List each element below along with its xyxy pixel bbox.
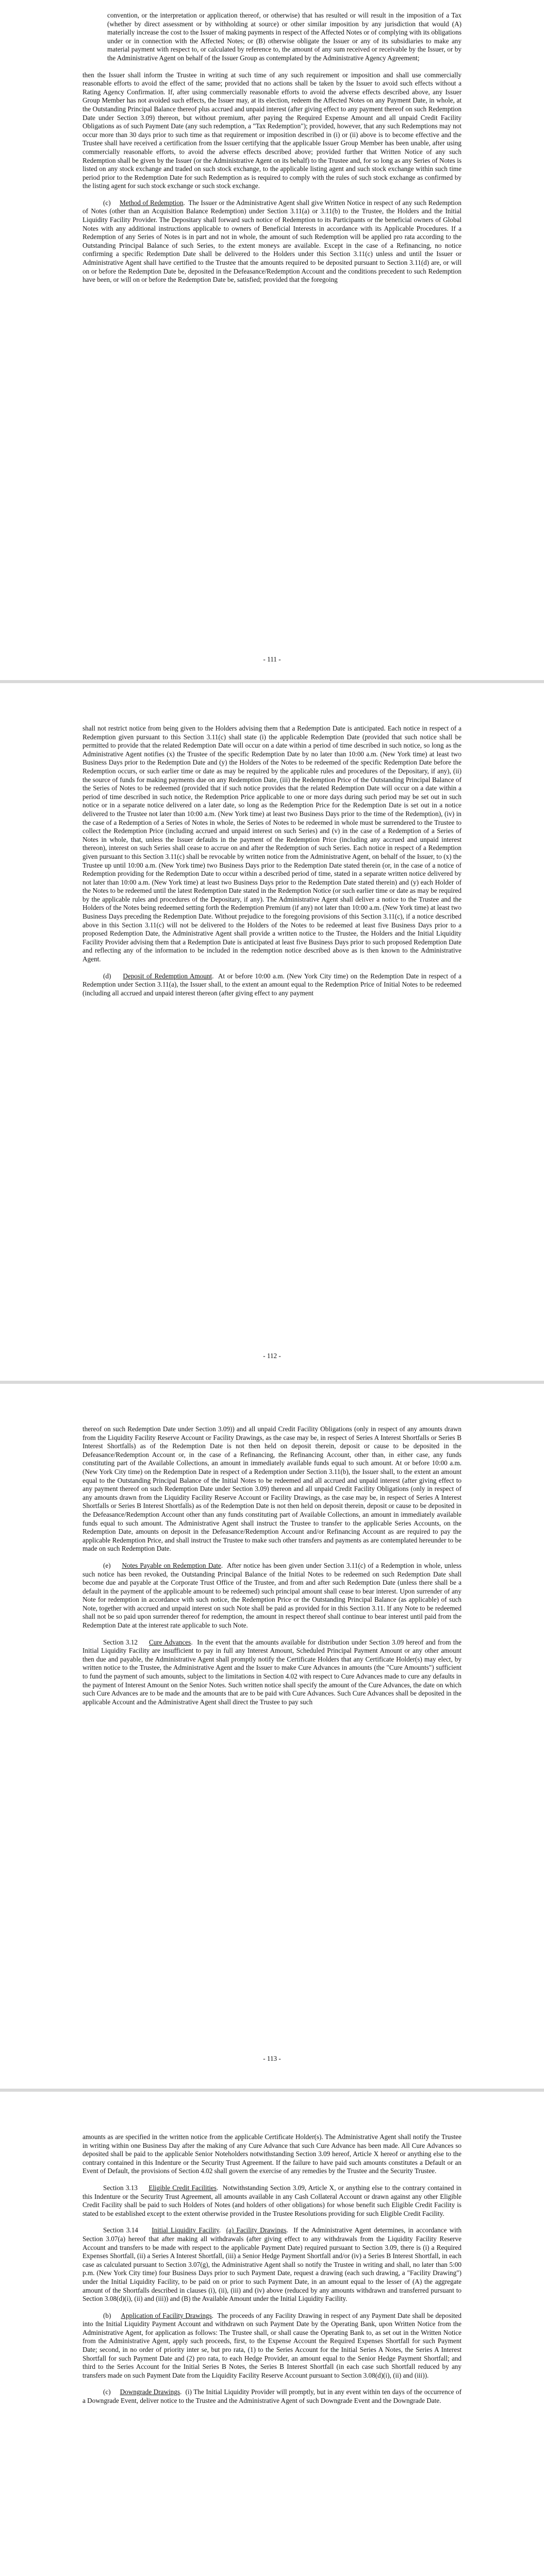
section-paragraph: (e) Notes Payable on Redemption Date. After notice has been given under Section 3.11(c) of a Redemption in whole, unless such notice has been revoked, the Outstanding Principal Balance of the Initial Notes to be redeemed on such Redemption Date shall become due and payable at the Corporate Trust Office of the Trustee, and from and after such Redemption Date (unless there shall be a default in the payment of the applicable amount to be redeemed) such principal amount shall cease to bear interest. Upon surrender of any Note for redemption in accordance with such notice, the Redemption Price or the Outstanding Principal Balance (as applicable) of such Note, together with accrued and unpaid interest on such Note shall be paid as provided for in this Section 3.11. If any Note to be redeemed shall not be so paid upon surrender thereof for redemption, the amount in respect thereof shall continue to bear interest until paid from the Redemption Date at the interest rate applicable to such Note. (83, 1561, 462, 1630)
section-paragraph: Section 3.13 Eligible Credit Facilities. Notwithstanding Section 3.09, Article X, or anything else to the contrary contained in this Indenture or the Security Trust Agreement, all amounts available in any Cash Collateral Account or drawn against any other Eligible Credit Facility shall be paid to such Holders of Notes (and holders of other obligations) for whose benefit such Eligible Credit Facility is stated to be established except to the extent otherwise provided in the Trustee Resolutions providing for such Eligible Credit Facility. (83, 2183, 462, 2217)
section-text: (i) The Initial Liquidity Provider will promptly, but in any event within ten days of the occurrence of a Downgrade Event, deliver notice to the Trustee and the Administrative Agent of such Downgrade Event and the Downgrade Date. (83, 2388, 462, 2405)
section-text: At or before 10:00 a.m. (New York City time) on the Redemption Date in respect of a Redemption under Section 3.11(a), the Issuer shall, to the extent an amount equal to the Redemption Price of Initial Notes to be redeemed (including all accrued and unpaid interest thereon (after giving effect to any payment (83, 972, 461, 997)
section-label: (e) (103, 1561, 111, 1569)
section-paragraph: (c) Downgrade Drawings. (i) The Initial Liquidity Provider will promptly, but in any event within ten days of the occurrence of a Downgrade Event, deliver notice to the Trustee and the Administrative Agent of such Downgrade Event and the Downgrade Date. (83, 2388, 462, 2405)
section-heading: Notes Payable on Redemption Date (122, 1561, 221, 1569)
section-heading: Method of Redemption (120, 198, 184, 207)
paragraph: thereof on such Redemption Date under Section 3.09)) and all unpaid Credit Facility Obligations (only in respect of any amounts drawn from the Liquidity Facility Reserve Account or Facility Drawings, as the case may be, in respect of Series A Interest Shortfalls or Series B Interest Shortfalls) as of the Redemption Date is not then held on deposit therein, deposit or cause to be deposited in the Defeasance/Redemption Account or, in the case of a Refinancing, the Refinancing Account, other than, in either case, any funds constituting part of the Available Collections, an amount in immediately available funds equal to such amount. At or before 10:00 a.m. (New York City time) on the Redemption Date in respect of a Redemption under Section 3.11(b), the Issuer shall, to the extent an amount equal to the Outstanding Principal Balance of the Initial Notes to be redeemed and all accrued and unpaid interest (after giving effect to any payment thereof on such Redemption Date under Section 3.09) thereon and all unpaid Credit Facility Obligations (only in respect of any amounts drawn from the Liquidity Facility Reserve Account or Facility Drawings, as the case may be, in respect of Series A Interest Shortfalls or Series B Interest Shortfalls) as of the Redemption Date is not then held on deposit therein, deposit or cause to be deposited in the Defeasance/Redemption Account other than any funds constituting part of Available Collections, an amount in immediately available funds equal to such amount. The Administrative Agent shall instruct the Trustee to transfer to the applicable Series Accounts, on the Redemption Date, amounts on deposit in the Defeasance/Redemption Account and/or Refinancing Account as are required to pay the applicable Redemption Price, and shall instruct the Trustee to make such other transfers and payments as are contemplated hereunder to be made on such Redemption Date. (83, 1425, 461, 1553)
page-body-2 (83, 724, 461, 1006)
section-text: The proceeds of any Facility Drawing in respect of any Payment Date shall be deposited into the Initial Liquidity Payment Account and withdrawn on such Payment Date by the Operating Bank, upon Written Notice from the Administrative Agent, for application as follows: The Trustee shall, or shall cause the Operating Bank to, as set out in the Written Notice from the Administrative Agent, apply such proceeds, first, to the Expense Account the Required Expenses Shortfall for such Payment Date; second, in no order of priority inter se, but pro rata, (1) to the Series Account for the Initial Series A Notes, the Series A Interest Shortfall for such Payment Date and (2) pro rata, to each Hedge Provider, an amount equal to the Senior Hedge Payment Shortfall; and third to the Series Account for the Initial Series B Notes, the Series B Interest Shortfall (in each case such Shortfall reduced by any transfers made on such Payment Date from the Liquidity Facility Reserve Account pursuant to Section 3.08(d)(i), (ii) and (iii)). (83, 2311, 462, 2379)
section-label: (c) (103, 2388, 111, 2396)
section-label: (d) (103, 972, 111, 980)
section-heading: Application of Facility Drawings (121, 2311, 212, 2319)
paragraph: shall not restrict notice from being given to the Holders advising them that a Redemption Date is anticipated. Each notice in respect of a Redemption given pursuant to this Section 3.11(c) shall state (i) the applicable Redemption Date (provided that such notice shall be permitted to provide that the related Redemption Date will occur on a date within a period of time described in such notice, so long as the Administrative Agent notifies (x) the Trustee of the specific Redemption Date by no later than 10:00 a.m. (New York time) at least two Business Days prior to the Redemption Date and (y) the Holders of the Notes to be redeemed of the specific Redemption Date before the Redemption occurs, or such earlier time or date as may be required by the applicable rules and procedures of the Depositary, if any), (ii) the source of funds for making payments due on any Redemption Date, (iii) the Redemption Price of the Outstanding Principal Balance of the Series of Notes to be redeemed (provided that if such notice provides that the related Redemption Date will occur on a date within a period of time described in such notice, the Redemption Price applicable to one or more days during such period may be set out in such notice or in a separate notice delivered on a later date, so long as the Redemption Price for the Redemption Date is set out in a notice delivered to the Trustee not later than 10:00 a.m. (New York time) at least two Business Days prior to the time of the Redemption), (iv) in the case of a Redemption of a Series of Notes in whole, the Series of Notes to be redeemed in whole must be surrendered to the Trustee to collect the Redemption Price (including accrued and unpaid interest on such Series) and (v) in the case of a Redemption of a Series of Notes in whole, that, unless the Issuer defaults in the payment of the Redemption Price (including any accrued and unpaid interest thereon), interest on such Series shall cease to accrue on and after the Redemption of such Series. Each notice in respect of a Redemption given pursuant to this Section 3.11(c) shall be revocable by written notice from the Administrative Agent, on behalf of the Issuer, to (x) the Trustee up until 10:00 a.m. (New York time) two Business Days prior to the Redemption Date stated therein (or, in the case of a notice of Redemption providing for the Redemption Date to occur within a described period of time, stated in a separate written notice delivered by not later than 10:00 a.m. (New York time) at least two Business Days prior to the Redemption Date stated therein) and (y) each Holder of the Notes to be redeemed until the latest Redemption Date stated in the Redemption Notice (or such earlier time or date as may be required by the applicable rules and procedures of the Depositary, if any). The Administrative Agent shall deliver a notice to the Trustee and the Holders of the Notes being redeemed setting forth the Redemption Premium (if any) not later than 10:00 a.m. (New York time) at least two Business Days preceding the Redemption Date. Without prejudice to the foregoing provisions of this Section 3.11(c), if a notice described above in this Section 3.11(c) will not be delivered to the Holders of the Notes to be redeemed at least five Business Days prior to a proposed Redemption Date, the Administrative Agent shall provide a written notice to the Trustee, the Holders and the Initial Liquidity Facility Provider advising them that a Redemption Date is anticipated at least five Business Days prior to such proposed Redemption Date and reflecting any of the information to be included in the redemption notice described above as is then known to the Administrative Agent. (83, 724, 461, 963)
paragraph: convention, or the interpretation or application thereof, or otherwise) that has resulted or will result in the imposition of a Tax (whether by direct assessment or by withholding at source) or other similar imposition by any jurisdiction that would (A) materially increase the cost to the Issuer of making payments in respect of the Affected Notes or of complying with its obligations under or in connection with the Affected Notes; or (B) otherwise obligate the Issuer or any of its subsidiaries to make any material payment with respect to, or calculated by reference to, the amount of any sum received or receivable by the Issuer, or by the Administrative Agent on behalf of the Issuer Group as contemplated by the Administrative Agency Agreement; (107, 11, 461, 62)
section-paragraph: (b) Application of Facility Drawings. The proceeds of any Facility Drawing in respect of any Payment Date shall be deposited into the Initial Liquidity Payment Account and withdrawn on such Payment Date by the Operating Bank, upon Written Notice from the Administrative Agent, for application as follows: The Trustee shall, or shall cause the Operating Bank to, as set out in the Written Notice from the Administrative Agent, apply such proceeds, first, to the Expense Account the Required Expenses Shortfall for such Payment Date; second, in no order of priority inter se, but pro rata, (1) to the Series Account for the Initial Series A Notes, the Series A Interest Shortfall for such Payment Date and (2) pro rata, to each Hedge Provider, an amount equal to the Senior Hedge Payment Shortfall; and third to the Series Account for the Initial Series B Notes, the Series B Interest Shortfall (in each case such Shortfall reduced by any transfers made on such Payment Date from the Liquidity Facility Reserve Account pursuant to Section 3.08(d)(i), (ii) and (iii)). (83, 2311, 462, 2379)
section-paragraph: Section 3.14 Initial Liquidity Facility. (a) Facility Drawings. If the Administrative Agent determines, in accordance with Section 3.07(a) hereof that after making all withdrawals (after giving effect to any withdrawals from the Liquidity Facility Reserve Account and transfers to be made with respect to the applicable Payment Date) required pursuant to Section 3.09, there is (i) a Required Expenses Shortfall, (ii) a Series A Interest Shortfall, (iii) a Senior Hedge Payment Shortfall and/or (iv) a Series B Interest Shortfall, in each case as calculated pursuant to Section 3.07(g), the Administrative Agent shall so notify the Trustee in writing and shall, no later than 5:00 p.m. (New York City time) four Business Days prior to such Payment Date, request a drawing (each such drawing, a "Facility Drawing") under the Initial Liquidity Facility, to be paid on or prior to such Payment Date, in an amount equal to the lesser of (A) the aggregate amount of the Shortfalls described in clauses (i), (ii), (iii) and (iv) above (reduced by any amounts withdrawn and transferred pursuant to Section 3.08(d)(i), (ii) and (iii)) and (B) the Available Amount under the Initial Liquidity Facility. (83, 2226, 462, 2303)
section-paragraph: Section 3.12 Cure Advances. In the event that the amounts available for distribution under Section 3.09 hereof and from the Initial Liquidity Facility are insufficient to pay in full any Interest Amount, Scheduled Principal Payment Amount or any other amount then due and payable, the Administrative Agent shall promptly notify the Certificate Holders that any Certificate Holder(s) may elect, by written notice to the Trustee, the Administrative Agent and the Issuer to make Cure Advances in amounts (the "Cure Amounts") sufficient to fund the payment of such amounts, subject to the limitations in Section 4.02 with respect to Cure Advances made to cure any defaults in the payment of Interest Amount on the Senior Notes. Such written notice shall specify the amount of the Cure Advances, the date on which such Cure Advances are to be made and the amounts that are to be paid with Cure Advances. Such Cure Advances shall be deposited in the applicable Account and the Administrative Agent shall direct the Trustee to pay such (83, 1638, 462, 1706)
section-paragraph: (c) Method of Redemption. The Issuer or the Administrative Agent shall give Written Notice in respect of any such Redemption of Notes (other than an Acquisition Balance Redemption) under Section 3.11(a) or 3.11(b) to the Trustee, the Holders and the Initial Liquidity Facility Provider. The Depositary shall forward such notice of Redemption to its Participants or the beneficial owners of Global Notes with any additional instructions applicable to owners of Beneficial Interests in accordance with its Applicable Procedures. If a Redemption of any Series of Notes is in part and not in whole, the amount of such Redemption will be applied pro rata according to the Outstanding Principal Balance of such Series, to the extent moneys are available. Except in the case of a Refinancing, no notice confirming a specific Redemption Date shall be delivered to the Holders under this Section 3.11(c) unless and until the Issuer or Administrative Agent shall have certified to the Trustee that the amounts required to be deposited pursuant to Section 3.11(d) are, or will on or before the Redemption Date be, deposited in the Defeasance/Redemption Account and the conditions precedent to such Redemption have been, or will on or before the Redemption Date be, satisfied; provided that the foregoing (83, 198, 461, 284)
section-heading: Downgrade Drawings (120, 2388, 180, 2396)
section-label: Section 3.13 (103, 2183, 138, 2192)
section-text: In the event that the amounts available for distribution under Section 3.09 hereof and from the Initial Liquidity Facility are insufficient to pay in full any Interest Amount, Scheduled Principal Payment Amount or any other amount then due and payable, the Administrative Agent shall promptly notify the Certificate Holders that any Certificate Holder(s) may elect, by written notice to the Trustee, the Administrative Agent and the Issuer to make Cure Advances in amounts (the "Cure Amounts") sufficient to fund the payment of such amounts, subject to the limitations in Section 4.02 with respect to Cure Advances made to cure any defaults in the payment of Interest Amount on the Senior Notes. Such written notice shall specify the amount of the Cure Advances, the date on which such Cure Advances are to be made and the amounts that are to be paid with Cure Advances. Such Cure Advances shall be deposited in the applicable Account and the Administrative Agent shall direct the Trustee to pay such (83, 1638, 462, 1706)
document-page-3 (0, 1384, 544, 2089)
section-label: (b) (103, 2311, 111, 2319)
section-text: The Issuer or the Administrative Agent shall give Written Notice in respect of any such Redemption of Notes (other than an Acquisition Balance Redemption) under Section 3.11(a) or 3.11(b) to the Trustee, the Holders and the Initial Liquidity Facility Provider. The Depositary shall forward such notice of Redemption to its Participants or the beneficial owners of Global Notes with any additional instructions applicable to owners of Beneficial Interests in accordance with its Applicable Procedures. If a Redemption of any Series of Notes is in part and not in whole, the amount of such Redemption will be applied pro rata according to the Outstanding Principal Balance of such Series, to the extent moneys are available. Except in the case of a Refinancing, no notice confirming a specific Redemption Date shall be delivered to the Holders under this Section 3.11(c) unless and until the Issuer or Administrative Agent shall have certified to the Trustee that the amounts required to be deposited pursuant to Section 3.11(d) are, or will on or before the Redemption Date be, deposited in the Defeasance/Redemption Account and the conditions precedent to such Redemption have been, or will on or before the Redemption Date be, satisfied; provided that the foregoing (83, 198, 461, 284)
section-label: Section 3.14 (103, 2226, 138, 2234)
page-body-3 (83, 1425, 461, 1715)
section-text: Notwithstanding Section 3.09, Article X, or anything else to the contrary contained in this Indenture or the Security Trust Agreement, all amounts available in any Cash Collateral Account or drawn against any other Eligible Credit Facility shall be paid to such Holders of Notes (and holders of other obligations) for whose benefit such Eligible Credit Facility is stated to be established except to the extent otherwise provided in the Trustee Resolutions providing for such Eligible Credit Facility. (83, 2183, 462, 2217)
page-body-4 (83, 2133, 461, 2414)
document-page-1 (0, 0, 544, 680)
section-text: After notice has been given under Section 3.11(c) of a Redemption in whole, unless such notice has been revoked, the Outstanding Principal Balance of the Initial Notes to be redeemed on such Redemption Date shall become due and payable at the Corporate Trust Office of the Trustee, and from and after such Redemption Date (unless there shall be a default in the payment of the applicable amount to be redeemed) such principal amount shall cease to bear interest. Upon surrender of any Note for redemption in accordance with such notice, the Redemption Price or the Outstanding Principal Balance (as applicable) of such Note, together with accrued and unpaid interest on such Note shall be paid as provided for in this Section 3.11. If any Note to be redeemed shall not be so paid upon surrender thereof for redemption, the amount in respect thereof shall continue to bear interest until paid from the Redemption Date at the interest rate applicable to such Note. (83, 1561, 462, 1630)
subsection-heading: (a) Facility Drawings (226, 2226, 287, 2234)
paragraph: amounts as are specified in the written notice from the applicable Certificate Holder(s). The Administrative Agent shall notify the Trustee in writing within one Business Day after the making of any Cure Advance that such Cure Advance has been made. All Cure Advances so deposited shall be paid to the applicable Senior Noteholders notwithstanding Section 3.09 hereof, Article X hereof or anything else to the contrary contained in this Indenture or the Security Trust Agreement. If the failure to have paid such amounts constitutes a Default or an Event of Default, the provisions of Section 4.02 shall govern the exercise of any remedies by the Trustee and the Security Trustee. (83, 2133, 461, 2175)
paragraph: then the Issuer shall inform the Trustee in writing at such time of any such requirement or imposition and shall use commercially reasonable efforts to avoid the effect of the same; provided that no actions shall be taken by the Issuer to avoid such effects without a Rating Agency Confirmation. If, after using commercially reasonable efforts to avoid the adverse effects described above, any Issuer Group Member has not avoided such effects, the Issuer may, at its election, redeem the Affected Notes on any Payment Date, in whole, at the Outstanding Principal Balance thereof plus accrued and unpaid interest (after giving effect to any payment thereof on such Redemption Date under Section 3.09) thereon, but without premium, after paying the Required Expense Amount and all unpaid Credit Facility Obligations as of such Payment Date (any such redemption, a "Tax Redemption"); provided, however, that any such Redemptions may not occur more than 30 days prior to such time as that requirement or imposition described in (i) or (ii) above is to become effective and the Trustee shall have received a certification from the Issuer certifying that the applicable Issuer Group Member has been unable, after using commercially reasonable efforts, to avoid the adverse effects described above; provided further that Written Notice of any such Redemption shall be given by the Issuer (or the Administrative Agent on its behalf) to the Trustee and, for so long as any Series of Notes is listed on any stock exchange and traded on such stock exchange, to the applicable listing agent and such stock exchange within such time period prior to the Redemption Date for such Redemption as is required to comply with the rules of such stock exchange as confirmed by the listing agent for such stock exchange or such stock exchange. (83, 71, 461, 190)
section-heading: Eligible Credit Facilities (149, 2183, 217, 2192)
section-heading: Cure Advances (149, 1638, 191, 1646)
section-heading: Initial Liquidity Facility (152, 2226, 219, 2234)
section-label: (c) (103, 198, 111, 207)
document-page-4 (0, 2092, 544, 2576)
section-label: Section 3.12 (103, 1638, 138, 1646)
section-text: If the Administrative Agent determines, in accordance with Section 3.07(a) hereof that after making all withdrawals (after giving effect to any withdrawals from the Liquidity Facility Reserve Account and transfers to be made with respect to the applicable Payment Date) required pursuant to Section 3.09, there is (i) a Required Expenses Shortfall, (ii) a Series A Interest Shortfall, (iii) a Senior Hedge Payment Shortfall and/or (iv) a Series B Interest Shortfall, in each case as calculated pursuant to Section 3.07(g), the Administrative Agent shall so notify the Trustee in writing and shall, no later than 5:00 p.m. (New York City time) four Business Days prior to such Payment Date, request a drawing (each such drawing, a "Facility Drawing") under the Initial Liquidity Facility, to be paid on or prior to such Payment Date, in an amount equal to the lesser of (A) the aggregate amount of the Shortfalls described in clauses (i), (ii), (iii) and (iv) above (reduced by any amounts withdrawn and transferred pursuant to Section 3.08(d)(i), (ii) and (iii)) and (B) the Available Amount under the Initial Liquidity Facility. (83, 2226, 462, 2303)
page-body-1 (83, 11, 461, 293)
document-page-2 (0, 683, 544, 1381)
page-number: - 111 - (263, 655, 281, 663)
page-number: - 113 - (263, 2055, 281, 2062)
section-paragraph: (d) Deposit of Redemption Amount. At or before 10:00 a.m. (New York City time) on the Redemption Date in respect of a Redemption under Section 3.11(a), the Issuer shall, to the extent an amount equal to the Redemption Price of Initial Notes to be redeemed (including all accrued and unpaid interest thereon (after giving effect to any payment (83, 972, 461, 997)
page-number: - 112 - (263, 1352, 281, 1360)
section-heading: Deposit of Redemption Amount (123, 972, 212, 980)
